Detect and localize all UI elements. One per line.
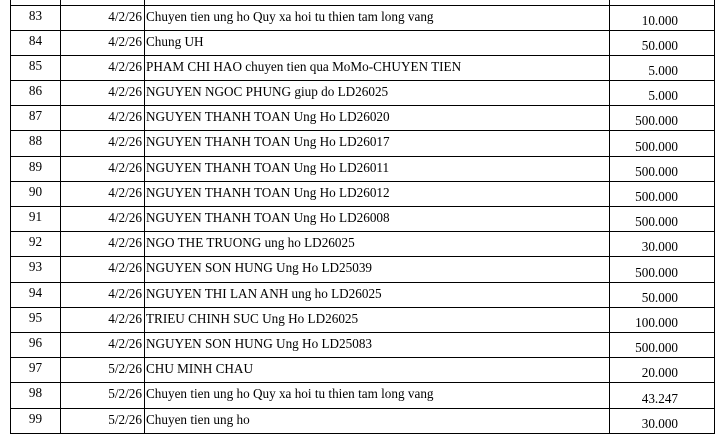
- table-row: [11, 257, 715, 282]
- amount-cell: 30.000: [610, 408, 715, 433]
- date-cell: 4/2/26: [61, 81, 145, 106]
- stt-cell: 87: [11, 106, 61, 131]
- stt-cell: 95: [11, 307, 61, 332]
- date-cell: 4/2/26: [61, 181, 145, 206]
- description-cell: Chung UH: [145, 30, 610, 55]
- stt-cell: 88: [11, 131, 61, 156]
- stt-cell: 85: [11, 55, 61, 80]
- description-cell: NGUYEN THANH TOAN Ung Ho LD26008: [145, 207, 610, 232]
- description-cell: NGUYEN THI LAN ANH ung ho LD26025: [145, 282, 610, 307]
- amount-cell: 5.000: [610, 55, 715, 80]
- stt-cell: 83: [11, 5, 61, 30]
- date-cell: 4/2/26: [61, 5, 145, 30]
- amount-cell: 100.000: [610, 307, 715, 332]
- amount-cell: 10.000: [610, 5, 715, 30]
- amount-cell: 5.000: [610, 81, 715, 106]
- stt-cell: 99: [11, 408, 61, 433]
- table-row: [11, 307, 715, 332]
- stt-cell: 86: [11, 81, 61, 106]
- table-row: [11, 156, 715, 181]
- stt-cell: 94: [11, 282, 61, 307]
- description-cell: Chuyen tien ung ho: [145, 408, 610, 433]
- table-row: [11, 131, 715, 156]
- description-cell: NGUYEN SON HUNG Ung Ho LD25083: [145, 332, 610, 357]
- amount-cell: 500.000: [610, 106, 715, 131]
- amount-cell: 500.000: [610, 207, 715, 232]
- date-cell: 4/2/26: [61, 30, 145, 55]
- table-row: [11, 30, 715, 55]
- description-cell: TRIEU CHINH SUC Ung Ho LD26025: [145, 307, 610, 332]
- description-cell: NGUYEN NGOC PHUNG giup do LD26025: [145, 81, 610, 106]
- date-cell: 4/2/26: [61, 55, 145, 80]
- stt-cell: 97: [11, 358, 61, 383]
- description-cell: NGUYEN THANH TOAN Ung Ho LD26011: [145, 156, 610, 181]
- amount-cell: 20.000: [610, 358, 715, 383]
- date-cell: 4/2/26: [61, 257, 145, 282]
- stt-cell: 93: [11, 257, 61, 282]
- stt-cell: 96: [11, 332, 61, 357]
- date-cell: 4/2/26: [61, 131, 145, 156]
- table-row: [11, 5, 715, 30]
- ledger-body: [11, 0, 715, 433]
- stt-cell: 84: [11, 30, 61, 55]
- stt-cell: 92: [11, 232, 61, 257]
- date-cell: 4/2/26: [61, 106, 145, 131]
- stt-cell: 89: [11, 156, 61, 181]
- date-cell: 4/2/26: [61, 282, 145, 307]
- donation-ledger-table: [10, 0, 715, 434]
- amount-cell: 500.000: [610, 156, 715, 181]
- description-cell: Chuyen tien ung ho Quy xa hoi tu thien tam long vang: [145, 5, 610, 30]
- table-row: [11, 181, 715, 206]
- description-cell: NGUYEN SON HUNG Ung Ho LD25039: [145, 257, 610, 282]
- date-cell: 4/2/26: [61, 232, 145, 257]
- table-row: [11, 207, 715, 232]
- table-row: [11, 383, 715, 408]
- date-cell: 5/2/26: [61, 383, 145, 408]
- date-cell: 4/2/26: [61, 156, 145, 181]
- description-cell: PHAM CHI HAO chuyen tien qua MoMo-CHUYEN TIEN: [145, 55, 610, 80]
- table-row: [11, 81, 715, 106]
- description-cell: CHU MINH CHAU: [145, 358, 610, 383]
- amount-cell: 500.000: [610, 332, 715, 357]
- description-cell: NGUYEN THANH TOAN Ung Ho LD26012: [145, 181, 610, 206]
- stt-cell: 90: [11, 181, 61, 206]
- amount-cell: 43.247: [610, 383, 715, 408]
- amount-cell: 50.000: [610, 30, 715, 55]
- amount-cell: 500.000: [610, 257, 715, 282]
- description-cell: Chuyen tien ung ho Quy xa hoi tu thien tam long vang: [145, 383, 610, 408]
- table-row: [11, 332, 715, 357]
- amount-cell: 50.000: [610, 282, 715, 307]
- description-cell: NGUYEN THANH TOAN Ung Ho LD26017: [145, 131, 610, 156]
- amount-cell: 500.000: [610, 131, 715, 156]
- amount-cell: 500.000: [610, 181, 715, 206]
- date-cell: 5/2/26: [61, 408, 145, 433]
- description-cell: NGO THE TRUONG ung ho LD26025: [145, 232, 610, 257]
- table-row: [11, 282, 715, 307]
- date-cell: 4/2/26: [61, 307, 145, 332]
- table-row: [11, 55, 715, 80]
- table-row: [11, 232, 715, 257]
- date-cell: 5/2/26: [61, 358, 145, 383]
- amount-cell: 30.000: [610, 232, 715, 257]
- description-cell: NGUYEN THANH TOAN Ung Ho LD26020: [145, 106, 610, 131]
- table-row: [11, 358, 715, 383]
- date-cell: 4/2/26: [61, 332, 145, 357]
- table-row: [11, 106, 715, 131]
- stt-cell: 91: [11, 207, 61, 232]
- date-cell: 4/2/26: [61, 207, 145, 232]
- table-row: [11, 408, 715, 433]
- stt-cell: 98: [11, 383, 61, 408]
